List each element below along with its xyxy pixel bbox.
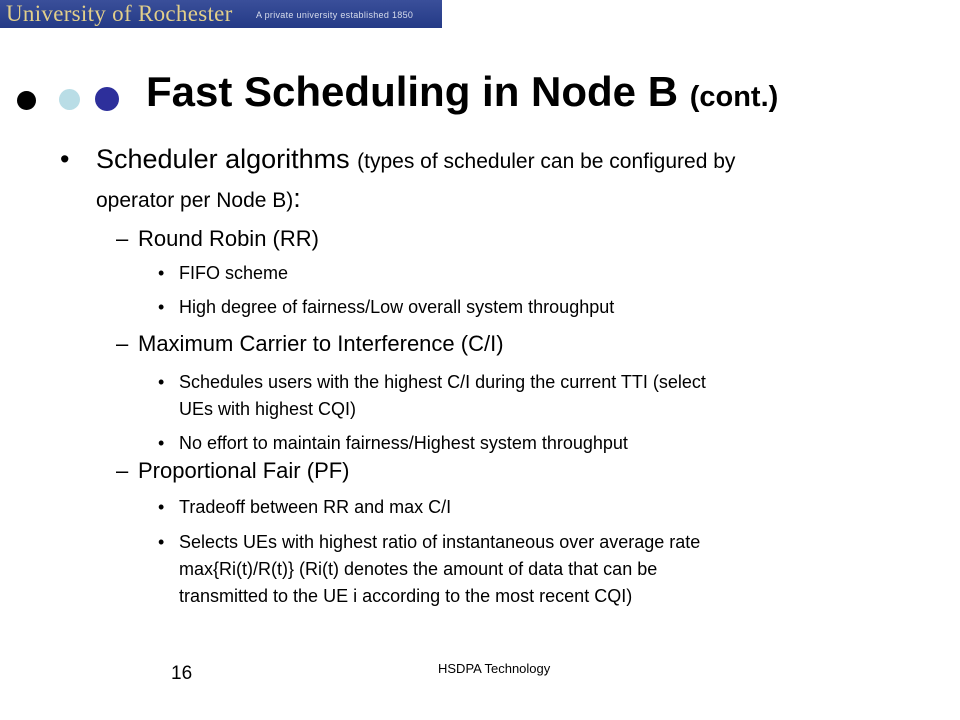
page-number: 16: [171, 663, 193, 684]
dot-marker: •: [158, 297, 165, 317]
dot-marker: •: [158, 372, 165, 392]
dot-marker: •: [158, 263, 165, 283]
bullet-heading-cont: [96, 178, 301, 221]
bullet-note-cont: operator per Node B): [96, 189, 294, 212]
algorithm-point-cont: UEs with highest CQI): [179, 399, 357, 419]
dash-marker: –: [116, 226, 129, 251]
algorithm-point-cont: transmitted to the UE i according to the most recent CQI): [179, 586, 633, 606]
algorithm-name: Round Robin (RR): [138, 226, 319, 251]
algorithm-name: Proportional Fair (PF): [138, 458, 350, 483]
algorithm-name: Maximum Carrier to Interference (C/I): [138, 331, 504, 356]
title-main: Fast Scheduling in Node B: [146, 68, 679, 115]
dot-marker: •: [158, 532, 165, 552]
algorithm-point: Tradeoff between RR and max C/I: [179, 497, 452, 517]
algorithm-point: Schedules users with the highest C/I during the current TTI (select: [179, 372, 706, 392]
title-suffix: (cont.): [689, 81, 779, 113]
dot-marker: •: [158, 497, 165, 517]
algorithm-point: No effort to maintain fairness/Highest system throughput: [179, 433, 628, 453]
algorithm-point: Selects UEs with highest ratio of instantaneous over average rate: [179, 532, 701, 552]
bullet-label: Scheduler algorithms: [96, 144, 350, 174]
algorithm-point: FIFO scheme: [179, 263, 289, 283]
footer-text: HSDPA Technology: [438, 661, 551, 676]
bullet-marker: •: [60, 144, 70, 174]
bullet-heading: [96, 139, 735, 182]
algorithm-point: High degree of fairness/Low overall system throughput: [179, 297, 615, 317]
dash-marker: –: [116, 458, 129, 483]
dot-marker: •: [158, 433, 165, 453]
banner-tagline: A private university established 1850: [256, 10, 414, 20]
dash-marker: –: [116, 331, 129, 356]
algorithm-point-cont: max{Ri(t)/R(t)} (Ri(t) denotes the amount of data that can be: [179, 559, 658, 579]
banner-university-name: University of Rochester: [6, 1, 233, 26]
bullet-colon: :: [293, 183, 301, 213]
bullet-note: (types of scheduler can be configured by: [357, 150, 736, 173]
